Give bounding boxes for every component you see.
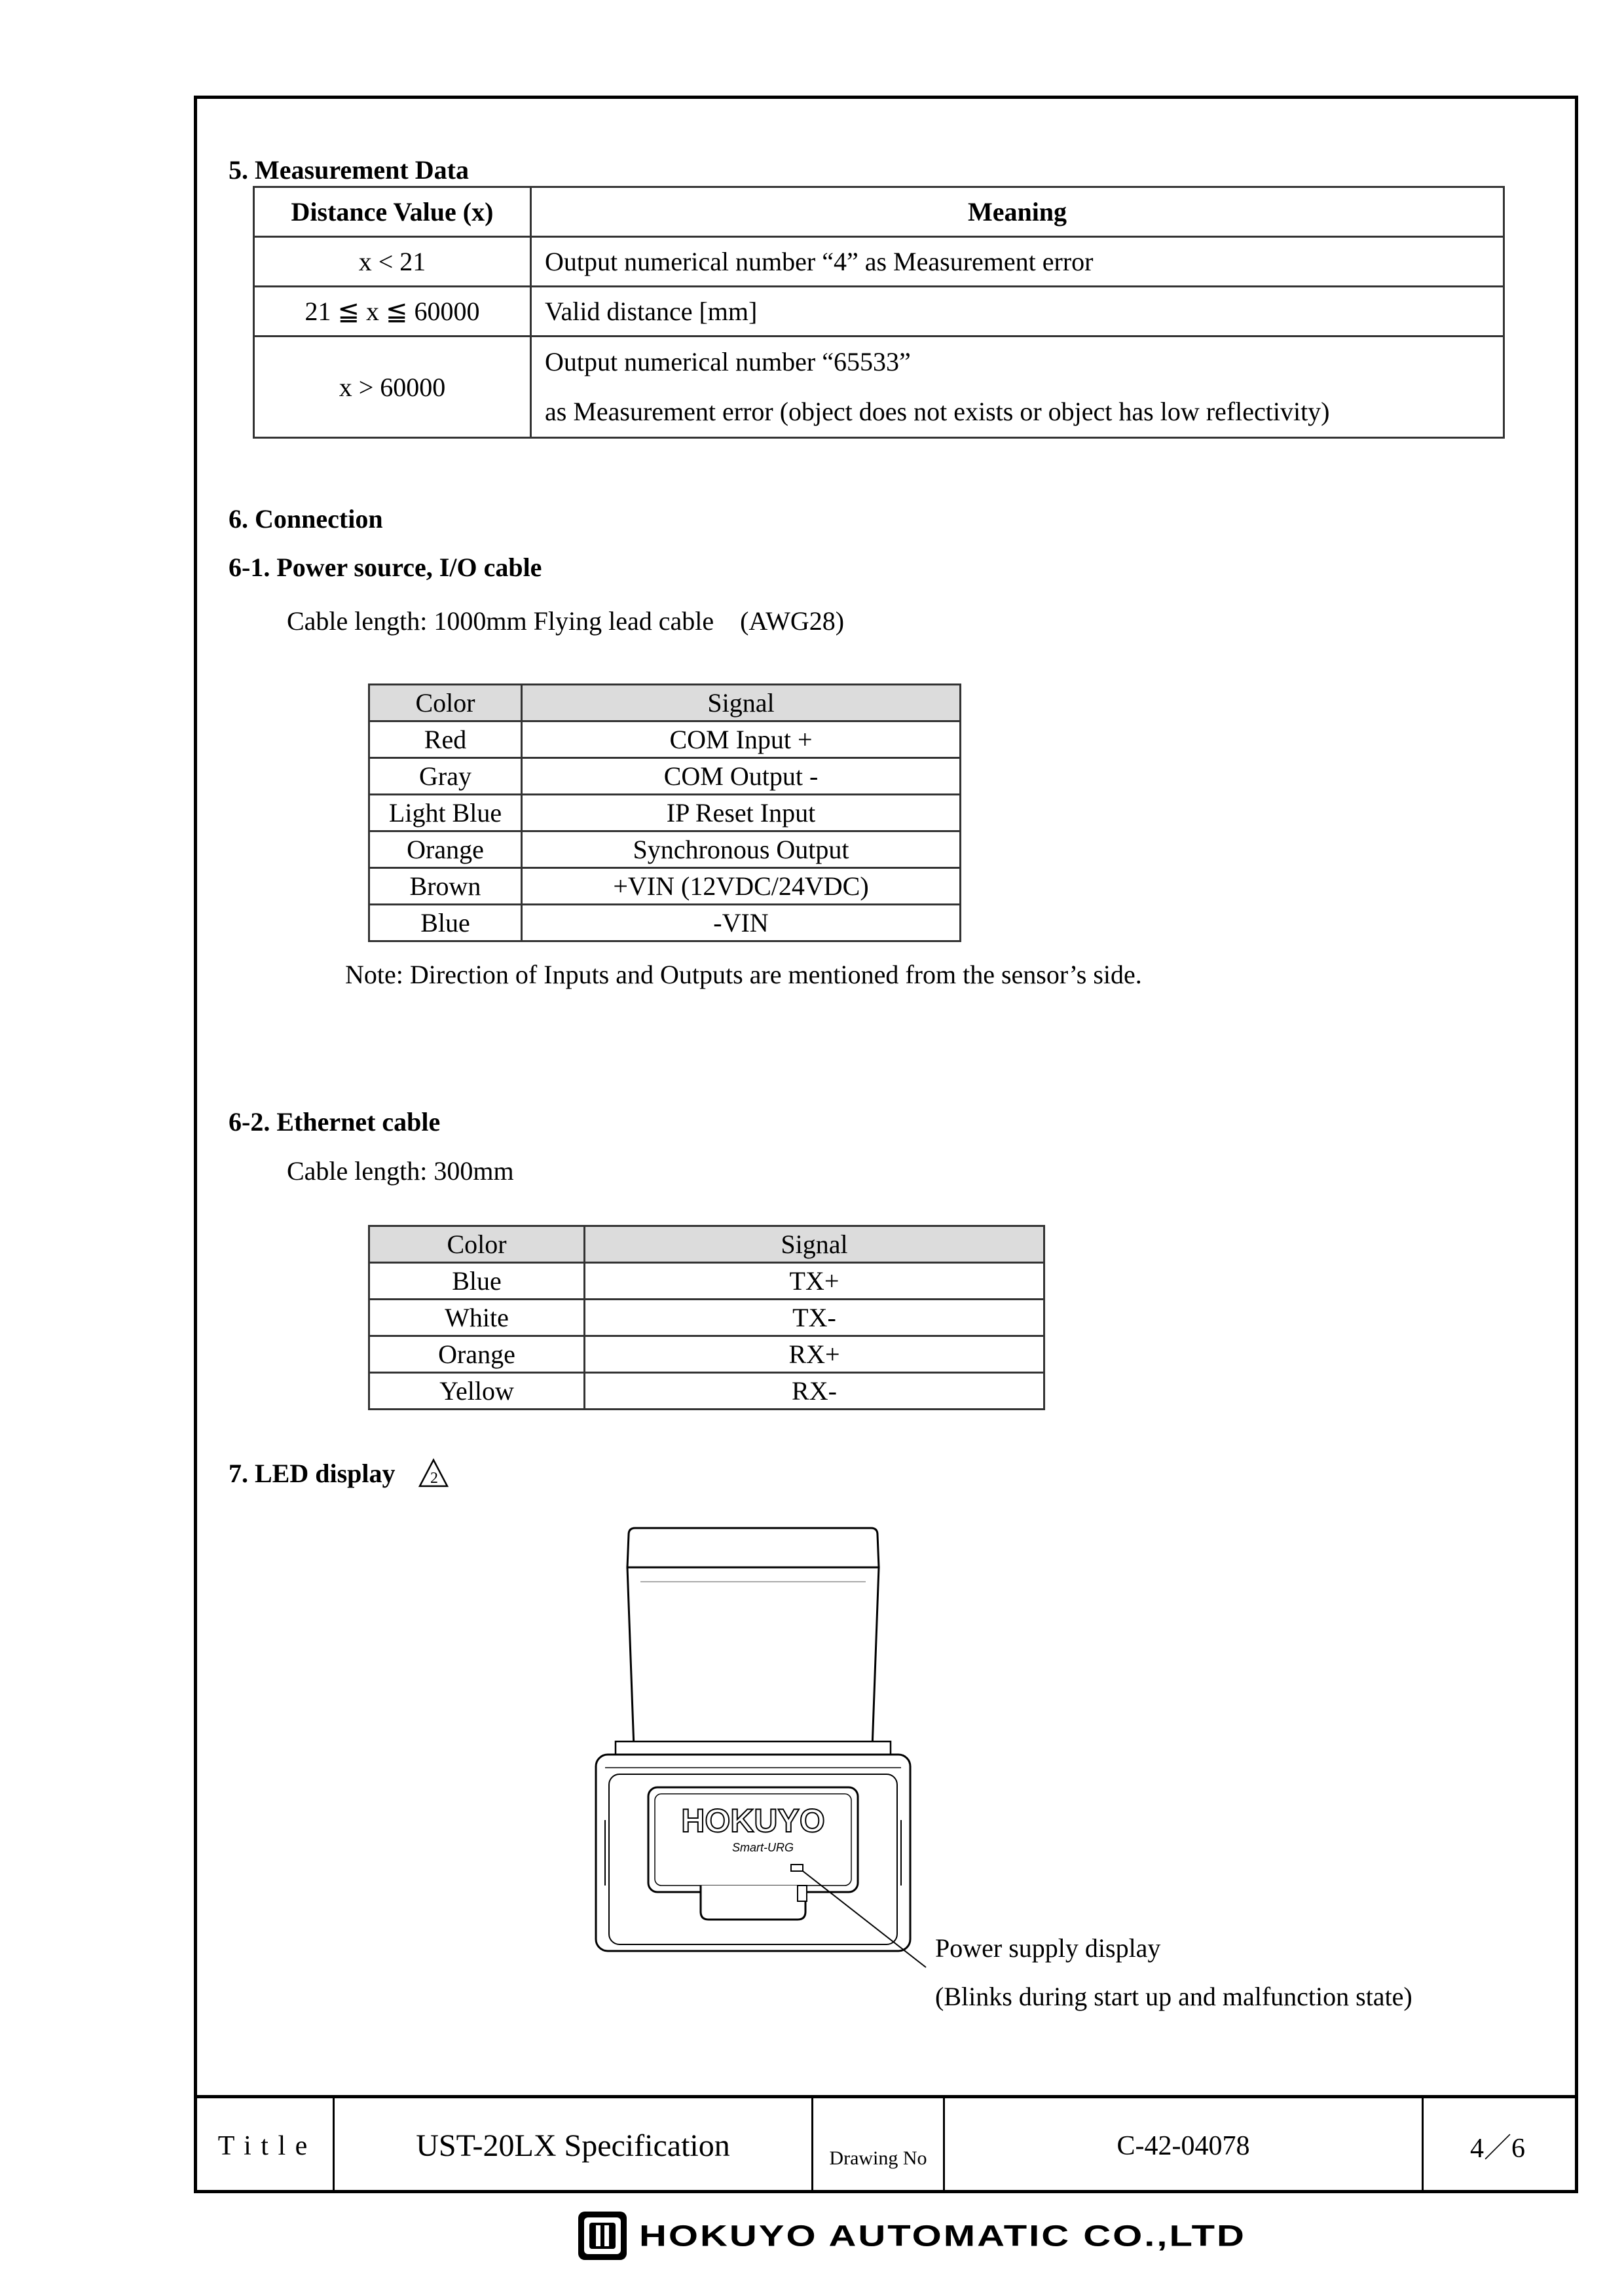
measurement-header-distance: Distance Value (x) <box>254 187 531 237</box>
table-row <box>369 1263 1044 1300</box>
signal-cell: +VIN (12VDC/24VDC) <box>522 868 961 905</box>
table-row <box>369 868 961 905</box>
color-header: Color <box>369 1226 585 1263</box>
revision-triangle-icon <box>418 1458 449 1488</box>
table-row <box>369 1336 1044 1373</box>
company-footer <box>576 2210 1264 2262</box>
table-row <box>369 1300 1044 1336</box>
signal-cell: TX- <box>585 1300 1044 1336</box>
table-row <box>369 795 961 831</box>
signal-cell: Synchronous Output <box>522 831 961 868</box>
measurement-header-meaning: Meaning <box>531 187 1504 237</box>
color-cell: Light Blue <box>369 795 522 831</box>
signal-cell: COM Output - <box>522 758 961 795</box>
color-cell: Blue <box>369 905 522 941</box>
table-row <box>369 721 961 758</box>
color-cell: Orange <box>369 1336 585 1373</box>
ethernet-cable-table <box>368 1225 1045 1410</box>
device-logo-text: HOKUYO <box>681 1802 825 1839</box>
signal-cell: -VIN <box>522 905 961 941</box>
meaning-line-1: Output numerical number “65533” <box>545 347 911 376</box>
table-row <box>254 287 1504 337</box>
signal-cell: IP Reset Input <box>522 795 961 831</box>
drawing-no-label: Drawing No <box>829 2147 927 2169</box>
color-cell: White <box>369 1300 585 1336</box>
device-sublogo-text: Smart-URG <box>732 1841 794 1854</box>
distance-cell: x < 21 <box>254 237 531 287</box>
power-cable-table <box>368 683 961 942</box>
signal-header: Signal <box>585 1226 1044 1263</box>
section6-1-heading: 6-1. Power source, I/O cable <box>229 553 542 582</box>
callout-power-supply-display: Power supply display <box>935 1933 1161 1963</box>
section6-2-heading: 6-2. Ethernet cable <box>229 1107 441 1137</box>
color-cell: Blue <box>369 1263 585 1300</box>
table-row <box>254 237 1504 287</box>
color-cell: Brown <box>369 868 522 905</box>
table-row <box>254 337 1504 438</box>
section6-heading: 6. Connection <box>229 504 383 534</box>
page-number: 4／6 <box>1469 2133 1525 2164</box>
table-row <box>369 831 961 868</box>
measurement-table <box>253 186 1505 439</box>
signal-cell: RX+ <box>585 1336 1044 1373</box>
company-name: HOKUYO AUTOMATIC CO.,LTD <box>639 2219 1246 2253</box>
meaning-cell: Valid distance [mm] <box>531 287 1504 337</box>
ethernet-cable-length: Cable length: 300mm <box>287 1156 514 1186</box>
distance-cell: 21 ≦ x ≦ 60000 <box>254 287 531 337</box>
meaning-cell: Output numerical number “4” as Measurement error <box>531 237 1504 287</box>
color-cell: Yellow <box>369 1373 585 1410</box>
meaning-line-2: as Measurement error (object does not exists or object has low reflectivity) <box>545 397 1330 426</box>
io-direction-note: Note: Direction of Inputs and Outputs are mentioned from the sensor’s side. <box>345 960 1142 989</box>
color-cell: Red <box>369 721 522 758</box>
signal-cell: TX+ <box>585 1263 1044 1300</box>
drawing-number: C-42-04078 <box>1116 2130 1250 2161</box>
color-header: Color <box>369 685 522 721</box>
callout-blink-note: (Blinks during start up and malfunction state) <box>935 1982 1412 2011</box>
document-title: UST-20LX Specification <box>416 2128 730 2163</box>
sensor-illustration <box>589 1519 930 1971</box>
signal-cell: COM Input + <box>522 721 961 758</box>
power-cable-length: Cable length: 1000mm Flying lead cable (AWG28) <box>287 606 845 636</box>
company-logo-icon <box>576 2210 629 2262</box>
signal-header: Signal <box>522 685 961 721</box>
table-row <box>369 758 961 795</box>
section7-heading: 7. LED display <box>229 1459 396 1488</box>
table-row <box>369 905 961 941</box>
meaning-cell <box>531 337 1504 438</box>
title-block <box>194 2095 1578 2193</box>
section5-heading: 5. Measurement Data <box>229 155 469 185</box>
power-led <box>791 1865 803 1871</box>
distance-cell: x > 60000 <box>254 337 531 438</box>
title-label: T i t l e <box>217 2130 309 2161</box>
color-cell: Orange <box>369 831 522 868</box>
table-row <box>369 1373 1044 1410</box>
revision-mark-text: 2 <box>430 1470 438 1487</box>
color-cell: Gray <box>369 758 522 795</box>
signal-cell: RX- <box>585 1373 1044 1410</box>
